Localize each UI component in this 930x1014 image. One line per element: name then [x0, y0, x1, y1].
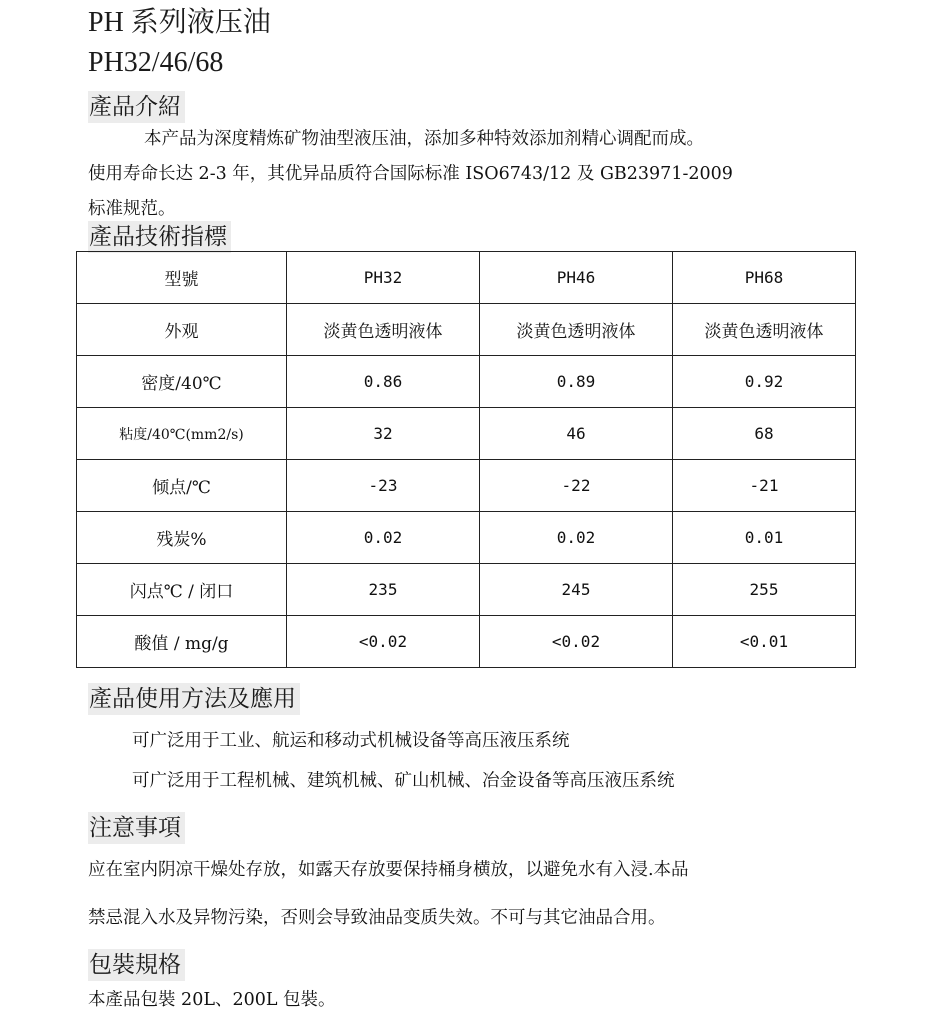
row-label-viscosity: 粘度/40℃(mm2/s) [77, 408, 287, 460]
table-cell: 0.02 [287, 512, 480, 564]
table-cell: -21 [673, 460, 856, 512]
table-cell: 245 [480, 564, 673, 616]
intro-line-1: 本产品为深度精炼矿物油型液压油，添加多种特效添加剂精心调配而成。 [144, 129, 704, 149]
table-cell: <0.02 [287, 616, 480, 668]
table-cell: 淡黄色透明液体 [287, 304, 480, 356]
usage-heading: 產品使用方法及應用 [88, 683, 300, 715]
row-label-density: 密度/40℃ [77, 356, 287, 408]
usage-line-2: 可广泛用于工程机械、建筑机械、矿山机械、冶金设备等高压液压系统 [132, 771, 675, 791]
row-label-carbon-residue: 残炭% [77, 512, 287, 564]
row-label-flash-point: 闪点℃ / 闭口 [77, 564, 287, 616]
table-cell: -23 [287, 460, 480, 512]
table-cell: 淡黄色透明液体 [673, 304, 856, 356]
header-cell-ph46: PH46 [480, 252, 673, 304]
intro-line-3: 标准规范。 [88, 199, 176, 219]
spec-table [76, 251, 856, 668]
table-row [77, 460, 856, 512]
product-title: PH 系列液压油 [88, 7, 271, 38]
table-cell: 68 [673, 408, 856, 460]
row-label-acid-value: 酸值 / mg/g [77, 616, 287, 668]
intro-line-2: 使用寿命长达 2-3 年，其优异品质符合国际标准 ISO6743/12 及 GB23971-2009 [88, 164, 733, 184]
table-cell: 淡黄色透明液体 [480, 304, 673, 356]
header-cell-ph68: PH68 [673, 252, 856, 304]
table-header-row [77, 252, 856, 304]
header-cell-ph32: PH32 [287, 252, 480, 304]
notes-line-2: 禁忌混入水及异物污染，否则会导致油品变质失效。不可与其它油品合用。 [88, 908, 666, 928]
product-model-line: PH32/46/68 [88, 47, 224, 78]
header-cell-model: 型號 [77, 252, 287, 304]
usage-line-1: 可广泛用于工业、航运和移动式机械设备等高压液压系统 [132, 731, 570, 751]
table-cell: <0.02 [480, 616, 673, 668]
table-row [77, 408, 856, 460]
table-cell: 32 [287, 408, 480, 460]
table-cell: 255 [673, 564, 856, 616]
row-label-pour-point: 倾点/℃ [77, 460, 287, 512]
table-cell: <0.01 [673, 616, 856, 668]
notes-heading: 注意事項 [88, 812, 185, 844]
table-cell: 0.86 [287, 356, 480, 408]
specs-heading: 產品技術指標 [88, 221, 231, 253]
table-cell: 0.92 [673, 356, 856, 408]
table-row [77, 356, 856, 408]
row-label-appearance: 外观 [77, 304, 287, 356]
table-cell: 0.01 [673, 512, 856, 564]
table-row [77, 564, 856, 616]
table-cell: 235 [287, 564, 480, 616]
table-cell: -22 [480, 460, 673, 512]
table-cell: 46 [480, 408, 673, 460]
table-cell: 0.02 [480, 512, 673, 564]
packaging-line: 本產品包裝 20L、200L 包裝。 [88, 990, 336, 1010]
table-row [77, 616, 856, 668]
notes-line-1: 应在室内阴凉干燥处存放，如露天存放要保持桶身横放，以避免水有入浸.本品 [88, 860, 689, 880]
table-row [77, 512, 856, 564]
intro-heading: 產品介紹 [88, 91, 185, 123]
table-row [77, 304, 856, 356]
table-cell: 0.89 [480, 356, 673, 408]
packaging-heading: 包裝規格 [88, 949, 185, 981]
